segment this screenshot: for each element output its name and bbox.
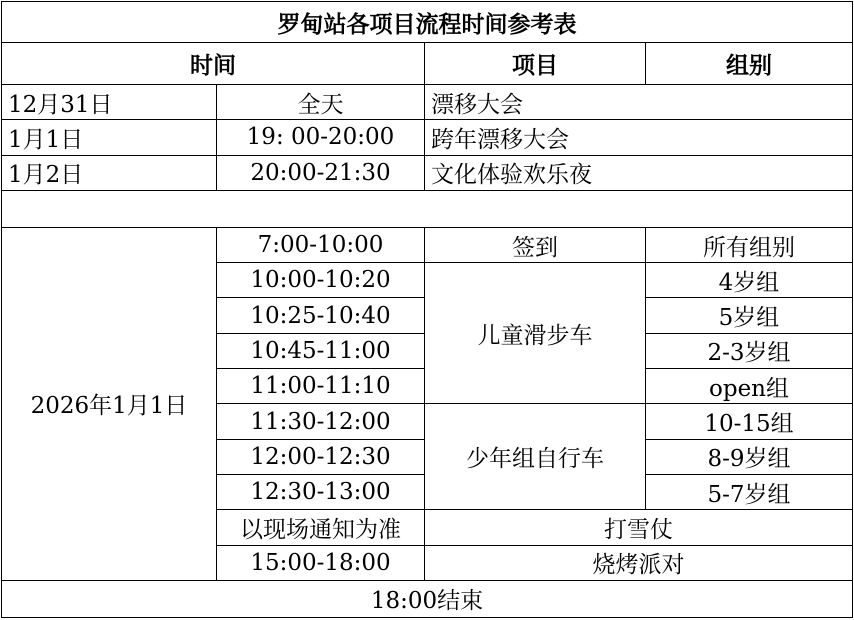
blank-row	[2, 190, 853, 227]
table-title: 罗甸站各项目流程时间参考表	[2, 2, 853, 43]
time-cell: 11:30-12:00	[217, 404, 425, 439]
time-cell: 7:00-10:00	[217, 227, 425, 262]
group-cell: 10-15组	[646, 404, 853, 439]
group-cell: 8-9岁组	[646, 439, 853, 474]
schedule-table	[1, 1, 853, 618]
date-cell: 12月31日	[2, 85, 217, 120]
time-cell: 20:00-21:30	[217, 155, 425, 190]
item-cell: 文化体验欢乐夜	[425, 155, 853, 190]
table-row	[2, 120, 853, 155]
group-cell: 5岁组	[646, 298, 853, 333]
date-cell: 1月2日	[2, 155, 217, 190]
time-cell: 15:00-18:00	[217, 545, 425, 580]
item-cell: 跨年漂移大会	[425, 120, 853, 155]
item-cell: 打雪仗	[425, 510, 853, 545]
group-cell: 2-3岁组	[646, 333, 853, 368]
header-time: 时间	[2, 43, 425, 85]
item-cell: 烧烤派对	[425, 545, 853, 580]
time-cell: 19: 00-20:00	[217, 120, 425, 155]
table-row	[2, 85, 853, 120]
group-cell: 所有组别	[646, 227, 853, 262]
table-row	[2, 155, 853, 190]
time-cell: 10:45-11:00	[217, 333, 425, 368]
header-item: 项目	[425, 43, 646, 85]
item-cell: 少年组自行车	[425, 404, 646, 510]
main-date-cell: 2026年1月1日	[2, 227, 217, 580]
time-cell: 全天	[217, 85, 425, 120]
group-cell: 5-7岁组	[646, 474, 853, 509]
table-row	[2, 580, 853, 617]
time-cell: 以现场通知为准	[217, 510, 425, 545]
time-cell: 12:30-13:00	[217, 474, 425, 509]
time-cell: 11:00-11:10	[217, 369, 425, 404]
group-cell: open组	[646, 369, 853, 404]
group-cell: 4岁组	[646, 263, 853, 298]
table-row	[2, 227, 853, 262]
item-cell: 签到	[425, 227, 646, 262]
item-cell: 漂移大会	[425, 85, 853, 120]
date-cell: 1月1日	[2, 120, 217, 155]
end-note: 18:00结束	[2, 580, 853, 617]
item-cell: 儿童滑步车	[425, 263, 646, 404]
time-cell: 12:00-12:30	[217, 439, 425, 474]
blank-cell	[2, 190, 853, 227]
header-group: 组别	[646, 43, 853, 85]
time-cell: 10:25-10:40	[217, 298, 425, 333]
time-cell: 10:00-10:20	[217, 263, 425, 298]
